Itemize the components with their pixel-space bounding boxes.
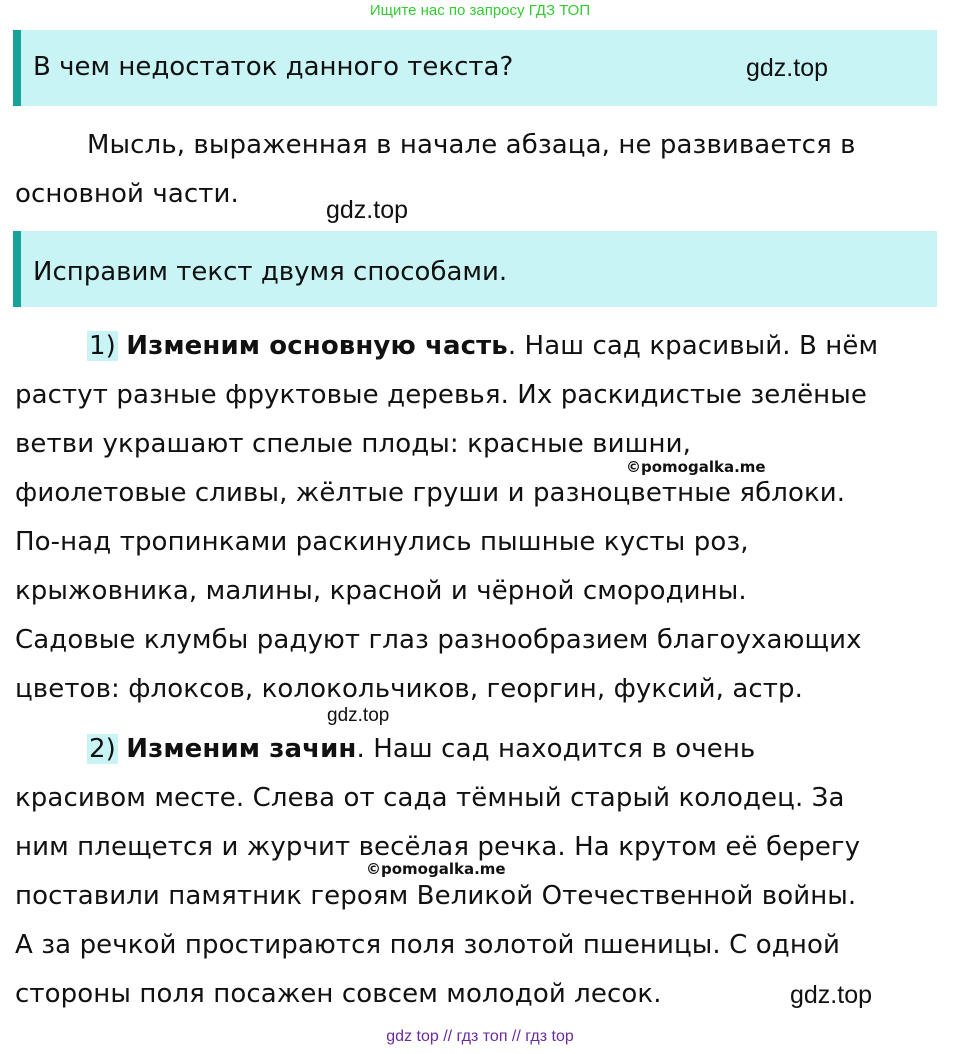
answer-line: Мысль, выраженная в начале абзаца, не развивается в (87, 130, 856, 160)
method2-line: красивом месте. Слева от сада тёмный старый колодец. За (15, 783, 845, 813)
method1-paragraph (15, 322, 950, 714)
top-banner: Ищите нас по запросу ГДЗ ТОП (369, 2, 591, 19)
method1-line: цветов: флоксов, колокольчиков, георгин, фуксий, астр. (15, 674, 803, 704)
watermark-gdz-top: gdz.top (790, 981, 873, 1009)
instruction-box (13, 231, 937, 307)
method1-first-line-rest: . Наш сад красивый. В нём (507, 331, 879, 361)
method1-line: крыжовника, малины, красной и чёрной смородины. (15, 576, 747, 606)
method2-line: стороны поля посажен совсем молодой лесок. (15, 979, 662, 1009)
method1-line: ветви украшают спелые плоды: красные вишни, (15, 429, 691, 459)
method1-line: растут разные фруктовые деревья. Их раскидистые зелёные (15, 380, 867, 410)
watermark-gdz-top: gdz.top (746, 54, 829, 82)
answer-paragraph (15, 121, 950, 219)
answer-line: основной части. (15, 179, 239, 209)
method1-number: 1) (89, 331, 116, 361)
watermark-gdz-top: gdz.top (327, 705, 390, 726)
method2-first-line-rest: . Наш сад находится в очень (356, 734, 756, 764)
method2-line: А за речкой простираются поля золотой пшеницы. С одной (15, 930, 840, 960)
watermark-gdz-top: gdz.top (326, 196, 409, 224)
method2-first-line (15, 725, 950, 774)
method2-line: ним плещется и журчит весёлая речка. На крутом её берегу (15, 832, 861, 862)
method2-title: Изменим зачин (126, 734, 357, 764)
instruction-text: Исправим текст двумя способами. (33, 257, 508, 287)
footer-links: gdz top // гдз топ // гдз top (386, 1028, 574, 1045)
method1-line: фиолетовые сливы, жёлтые груши и разноцветные яблоки. (15, 478, 846, 508)
watermark-pomogalka: ©pomogalka.me (626, 458, 766, 476)
method1-line: Садовые клумбы радуют глаз разнообразием благоухающих (15, 625, 862, 655)
watermark-pomogalka: ©pomogalka.me (366, 860, 506, 878)
method2-line: поставили памятник героям Великой Отечественной войны. (15, 881, 857, 911)
method2-number: 2) (89, 734, 116, 764)
question-text: В чем недостаток данного текста? (33, 52, 514, 82)
method1-line: По-над тропинками раскинулись пышные кусты роз, (15, 527, 749, 557)
method1-title: Изменим основную часть (126, 331, 508, 361)
method1-first-line (15, 322, 950, 371)
